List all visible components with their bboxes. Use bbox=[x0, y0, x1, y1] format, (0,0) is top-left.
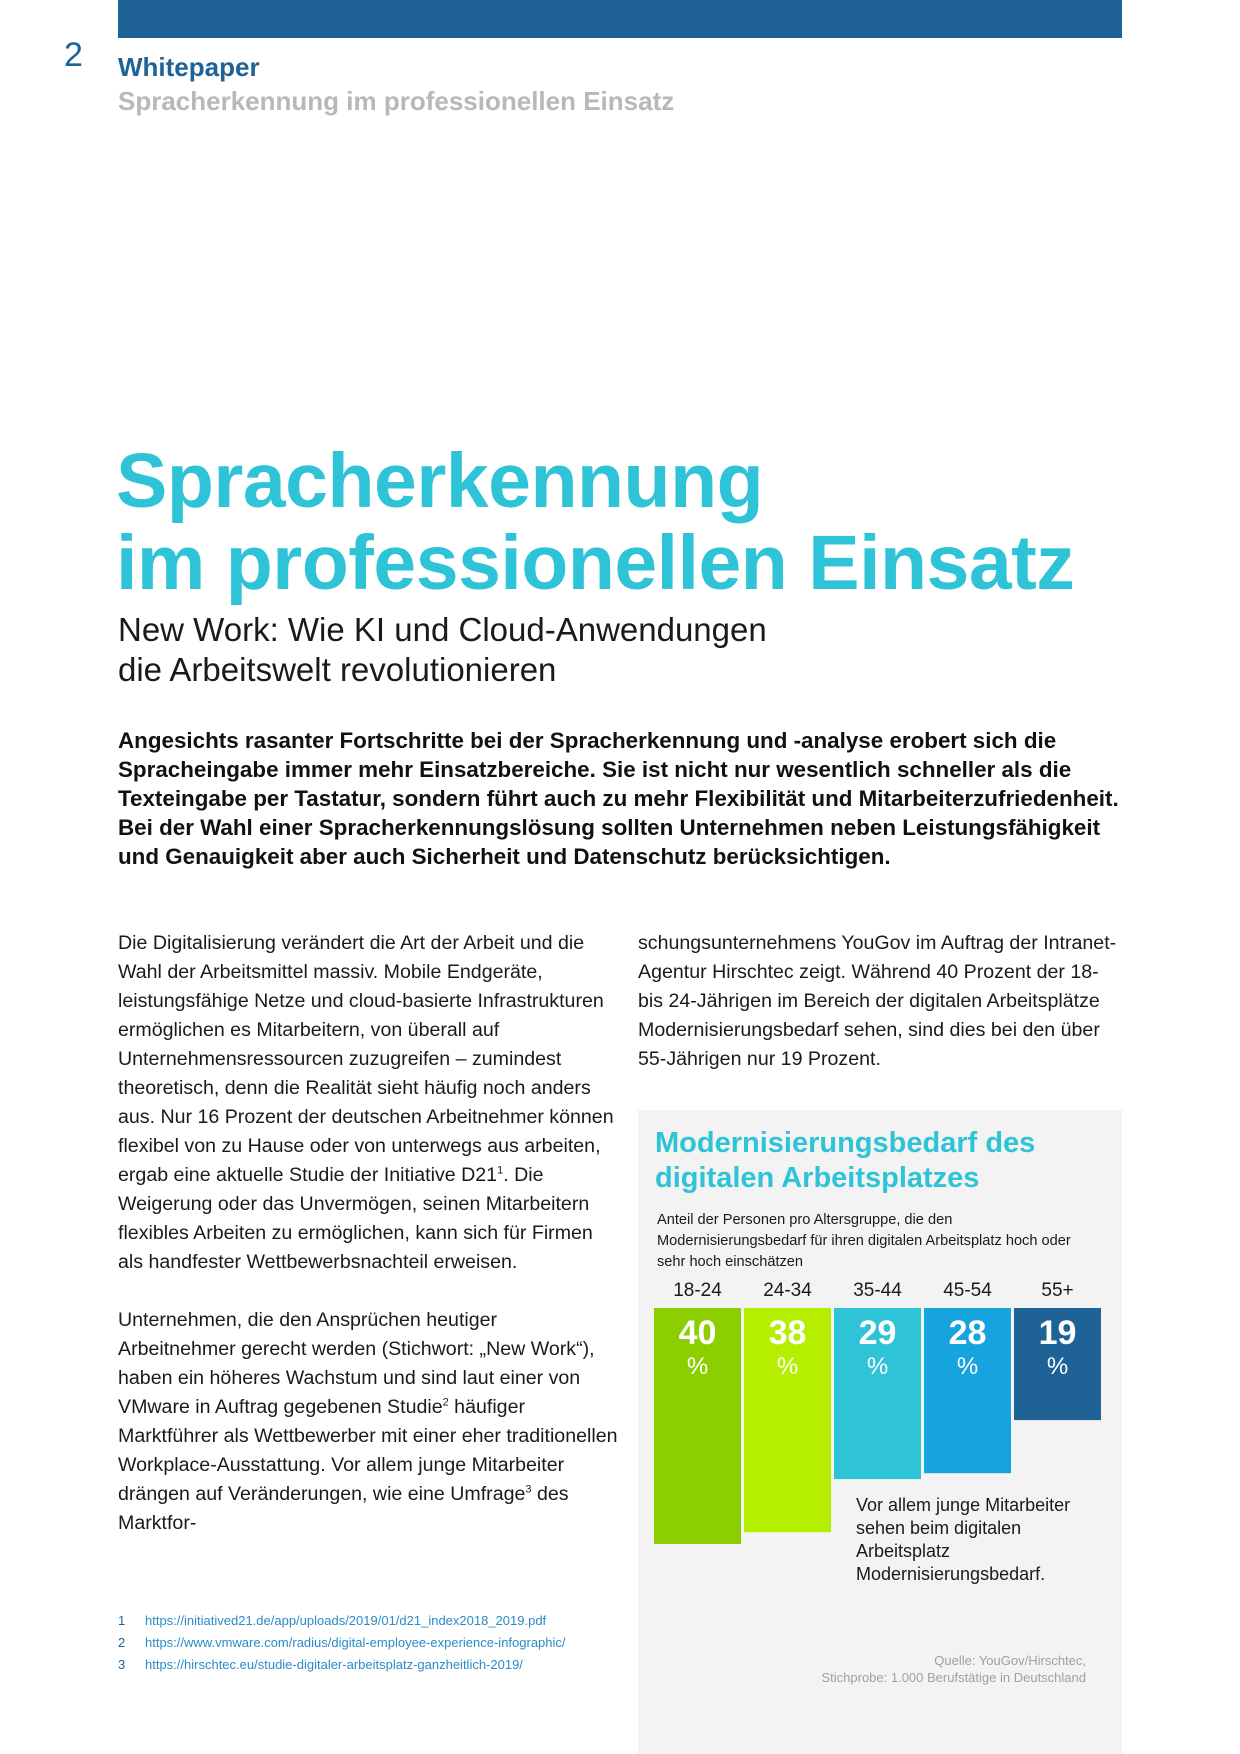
page-title bbox=[116, 440, 1074, 604]
footnote-link[interactable]: https://www.vmware.com/radius/digital-employee-experience-infographic/ bbox=[145, 1635, 566, 1650]
footnote-link[interactable]: https://hirschtec.eu/studie-digitaler-arbeitsplatz-ganzheitlich-2019/ bbox=[145, 1657, 523, 1672]
body-paragraph-1-text-a: Die Digitalisierung verändert die Art der Arbeit und die Wahl der Arbeitsmittel massiv. Mobile Endgeräte, leistungsfähige Netze und cloud-basierte Infrastrukturen ermöglichen es Mitarbeitern, von überall auf Unternehmensressourcen zuzugreifen – zumindest theoretisch, denn die Realität sieht häufig noch anders aus. Nur 16 Prozent der deutschen Arbeitnehmer können flexibel von zu Hause oder von unterwegs aus arbeiten, ergab eine aktuelle Studie der Initiative D21 bbox=[118, 932, 614, 1186]
data-label-45-54: 28 bbox=[948, 1314, 987, 1352]
data-label-18-24: 40 bbox=[678, 1314, 717, 1352]
data-unit-18-24: % bbox=[686, 1353, 709, 1380]
page-subtitle-line2: die Arbeitswelt revolutionieren bbox=[118, 651, 557, 688]
footnote-ref-2: 2 bbox=[442, 1396, 449, 1409]
body-paragraph-2 bbox=[118, 1306, 618, 1538]
chart-source-line2: Stichprobe: 1.000 Berufstätige in Deutschland bbox=[821, 1670, 1086, 1685]
body-paragraph-2-text-c: des Marktfor- bbox=[118, 1483, 569, 1534]
top-accent-bar bbox=[118, 0, 1122, 38]
category-label-18-24: 18-24 bbox=[673, 1280, 722, 1301]
chart-source-line1: Quelle: YouGov/Hirschtec, bbox=[934, 1653, 1086, 1668]
footnotes bbox=[118, 1610, 566, 1676]
body-paragraph-1 bbox=[118, 929, 618, 1277]
bar-chart bbox=[654, 1272, 1114, 1662]
footnote-number: 1 bbox=[118, 1613, 126, 1628]
footnote-link[interactable]: https://initiatived21.de/app/uploads/2019/01/d21_index2018_2019.pdf bbox=[145, 1613, 547, 1628]
footnote-ref-3: 3 bbox=[525, 1483, 532, 1496]
body-column-right bbox=[638, 929, 1128, 1074]
data-unit-55+: % bbox=[1046, 1353, 1069, 1380]
footnote-1 bbox=[118, 1610, 566, 1632]
body-paragraph-3: schungsunternehmens YouGov im Auftrag der Intranet-Agentur Hirschtec zeigt. Während 40 Prozent der 18- bis 24-Jährigen im Bereich der digitalen Arbeitsplätze Modernisierungsbedarf sehen, sind dies bei den über 55-Jährigen nur 19 Prozent. bbox=[638, 932, 1117, 1070]
body-column-left bbox=[118, 929, 618, 1538]
footnote-2 bbox=[118, 1632, 566, 1654]
page-number: 2 bbox=[64, 36, 83, 74]
data-unit-24-34: % bbox=[776, 1353, 799, 1380]
footnote-number: 2 bbox=[118, 1635, 126, 1650]
lead-paragraph: Angesichts rasanter Fortschritte bei der Spracherkennung und -analyse erobert sich die Spracheingabe immer mehr Einsatzbereiche. Sie ist nicht nur wesentlich schneller als die Texteingabe per Tastatur, sondern führt auch zu mehr Flexibilität und Mitarbeiterzufriedenheit. Bei der Wahl einer Spracherkennungslösung sollten Unternehmen neben Leistungsfähigkeit und Genauigkeit aber auch Sicherheit und Datenschutz berücksichtigen. bbox=[118, 728, 1119, 869]
chart-title: Modernisierungsbedarf des digitalen Arbeitsplatzes bbox=[655, 1127, 1036, 1194]
page-subtitle-line1: New Work: Wie KI und Cloud-Anwendungen bbox=[118, 611, 767, 648]
body-paragraph-2-text-b: häufiger Marktführer als Wettbewerber mit einer eher traditionellen Workplace-Ausstattung. Vor allem junge Mitarbeiter drängen auf Veränderungen, wie eine Umfrage bbox=[118, 1396, 618, 1505]
page-title-line2: im professionellen Einsatz bbox=[116, 520, 1075, 606]
chart-source bbox=[821, 1652, 1086, 1686]
footnote-3 bbox=[118, 1654, 566, 1676]
page-subtitle bbox=[118, 610, 767, 690]
footnote-number: 3 bbox=[118, 1657, 126, 1672]
category-label-55+: 55+ bbox=[1041, 1280, 1074, 1301]
chart-description: Anteil der Personen pro Altersgruppe, die den Modernisierungsbedarf für ihren digitalen Arbeitsplatz hoch oder sehr hoch einschätzen bbox=[657, 1212, 1071, 1270]
page-title-line1: Spracherkennung bbox=[116, 438, 764, 524]
data-unit-45-54: % bbox=[956, 1353, 979, 1380]
category-label-24-34: 24-34 bbox=[763, 1280, 812, 1301]
data-label-55+: 19 bbox=[1038, 1314, 1077, 1352]
data-unit-35-44: % bbox=[866, 1353, 889, 1380]
header-doc-type: Whitepaper bbox=[118, 52, 260, 82]
header-subtitle: Spracherkennung im professionellen Einsatz bbox=[118, 86, 675, 116]
data-label-35-44: 29 bbox=[858, 1314, 897, 1352]
infobox-chart-panel bbox=[638, 1110, 1122, 1754]
body-paragraph-1-text-b: . Die Weigerung oder das Unvermögen, seinen Mitarbeitern flexibles Arbeiten zu ermöglichen, kann sich für Firmen als handfester Wettbewerbsnachteil erweisen. bbox=[118, 1164, 593, 1273]
footnote-ref-1: 1 bbox=[497, 1164, 504, 1177]
category-label-35-44: 35-44 bbox=[853, 1280, 902, 1301]
data-label-24-34: 38 bbox=[768, 1314, 807, 1352]
category-label-45-54: 45-54 bbox=[943, 1280, 992, 1301]
body-paragraph-2-text-a: Unternehmen, die den Ansprüchen heutiger Arbeitnehmer gerecht werden (Stichwort: „New Work“), haben ein höheres Wachstum und sind laut einer von VMware in Auftrag gegebenen Studie bbox=[118, 1309, 595, 1418]
chart-annotation: Vor allem junge Mitarbeiter sehen beim digitalen Arbeitsplatz Modernisierungsbedarf. bbox=[856, 1495, 1071, 1584]
